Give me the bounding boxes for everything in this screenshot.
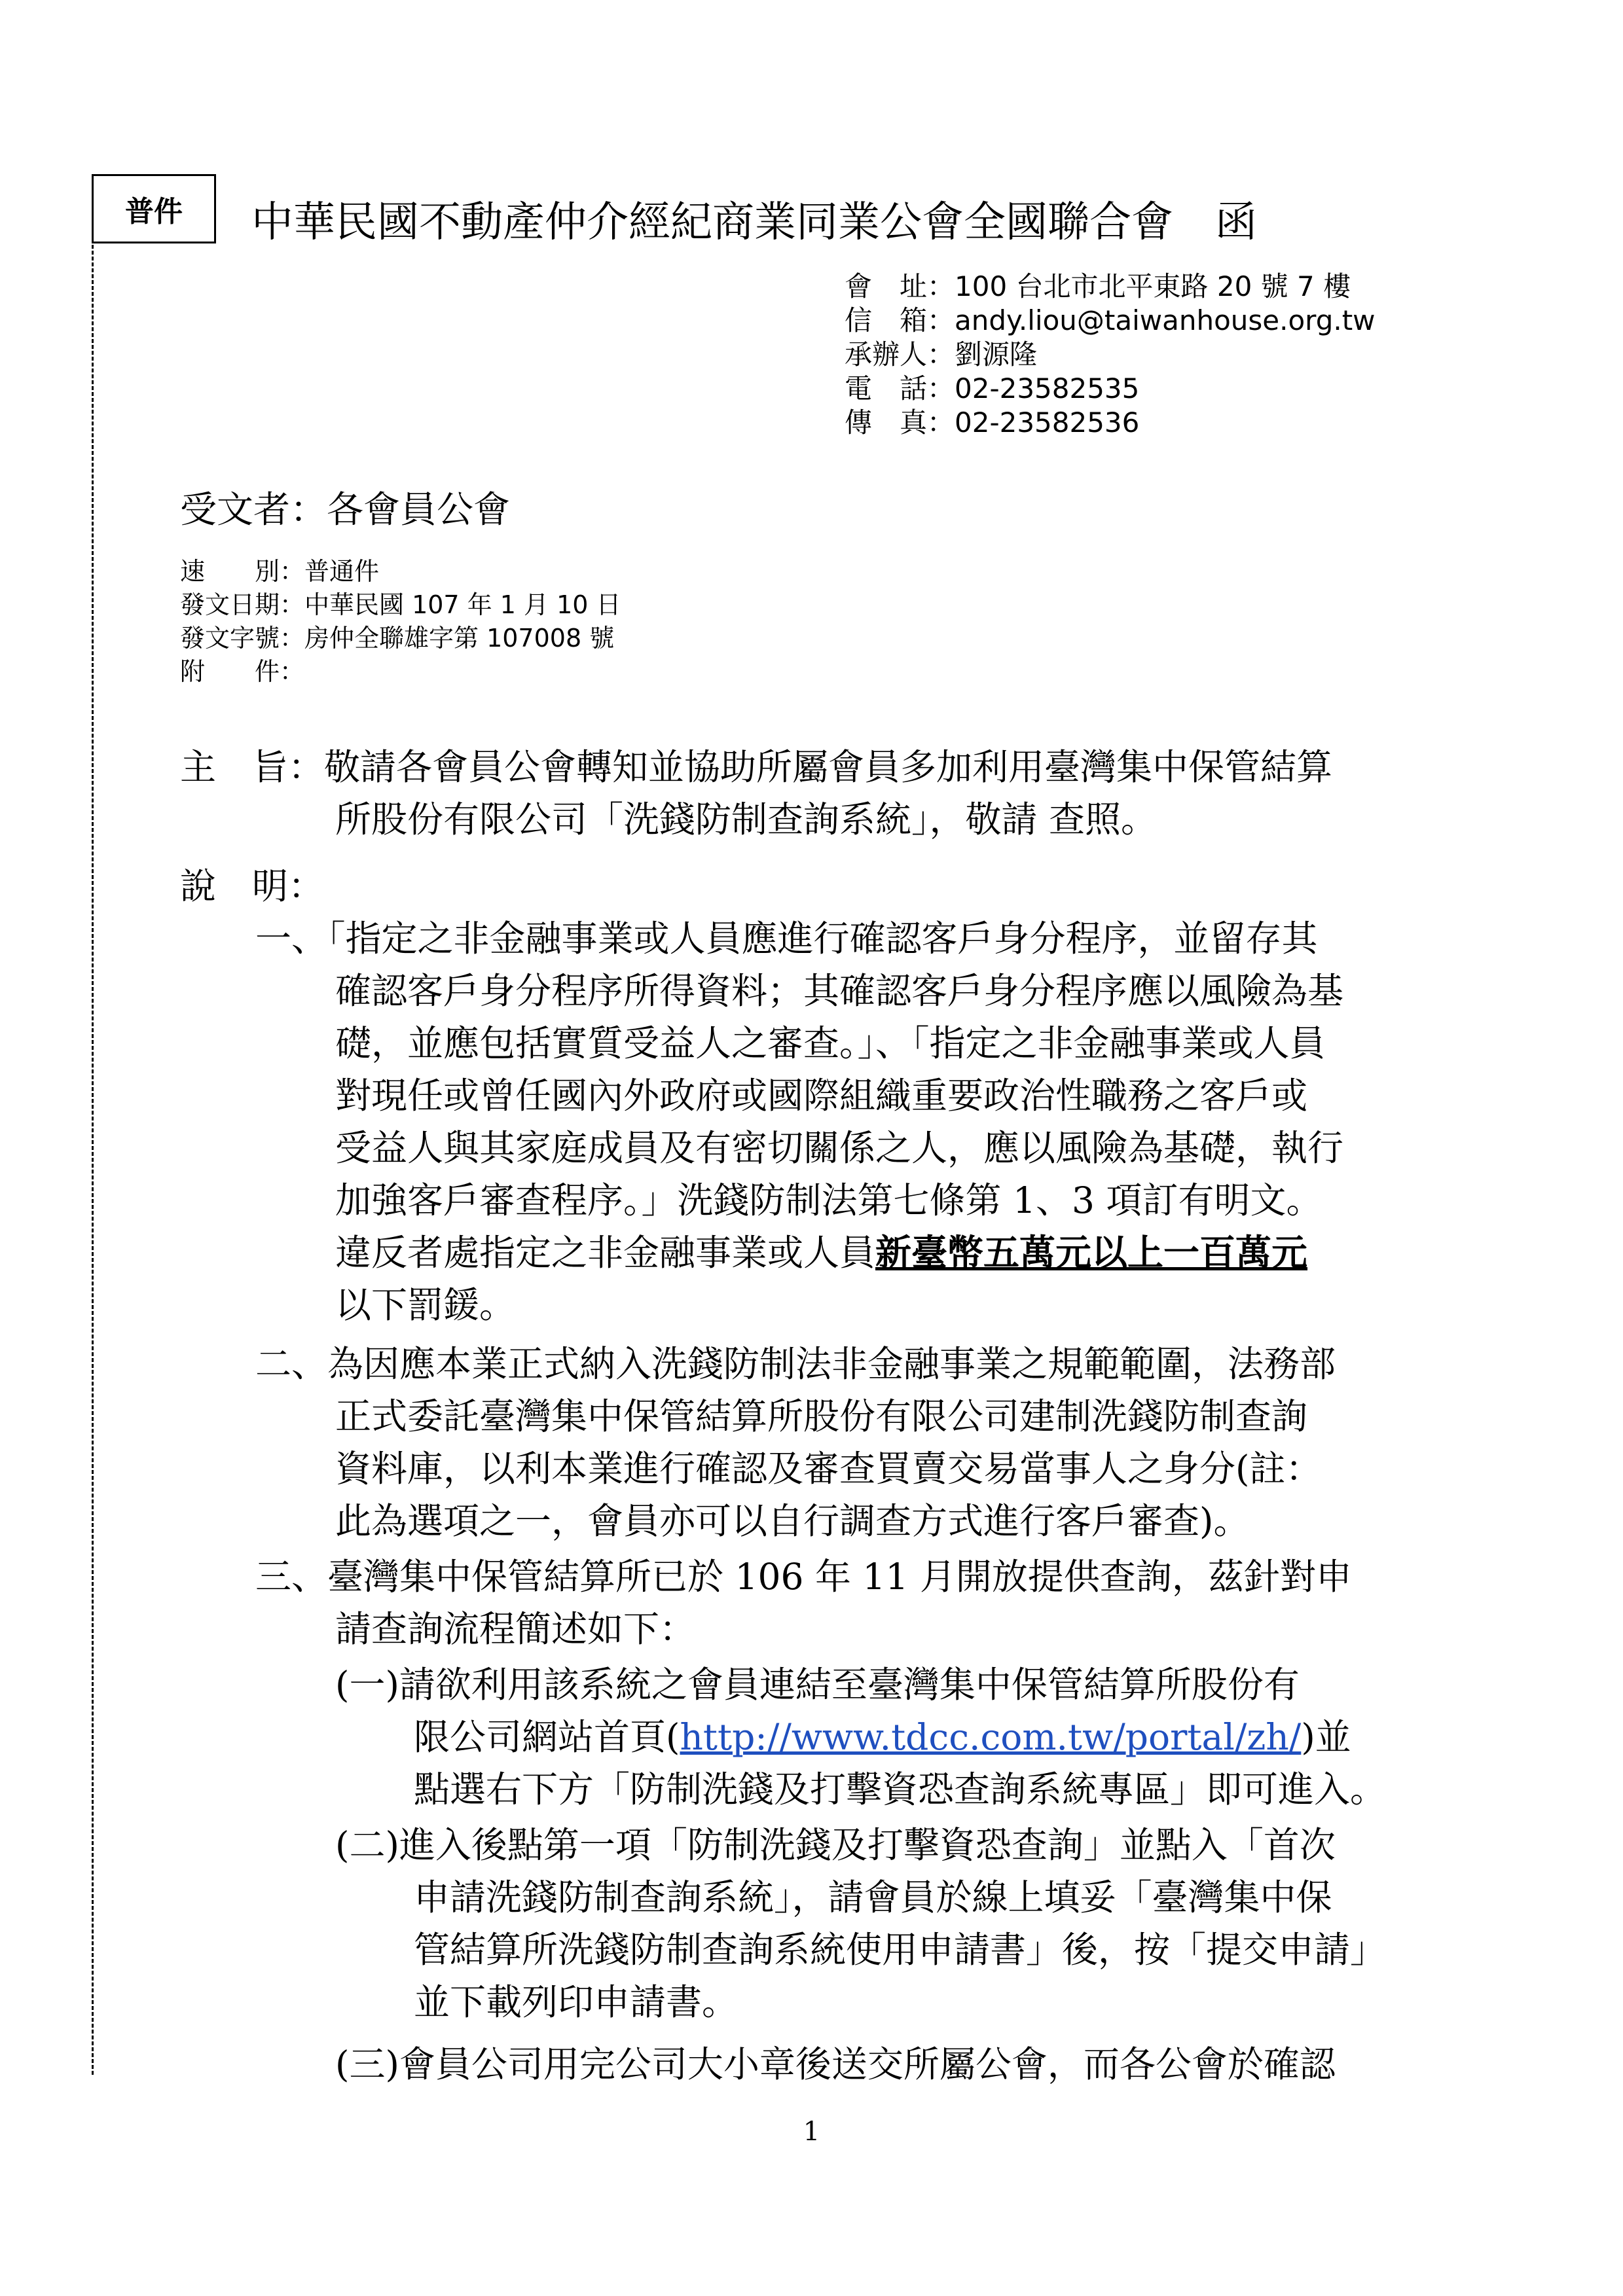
sender-email: 信 箱：andy.liou@taiwanhouse.org.tw [845, 304, 1376, 336]
sender-contact: 承辦人：劉源隆 [845, 338, 1038, 370]
item1-penalty-line [335, 1224, 1307, 1276]
sub2-line: (二)進入後點第一項「防制洗錢及打擊資恐查詢」並點入「首次 [335, 1824, 1336, 1866]
item1-line: 一、「指定之非金融事業或人員應進行確認客戶身分程序，並留存其 [255, 918, 1318, 960]
sender-info [845, 270, 1376, 440]
item1-line: 礎，並應包括實質受益人之審查。」、「指定之非金融事業或人員 [335, 1022, 1326, 1064]
sub1-prefix: 限公司網站首頁( [414, 1716, 680, 1758]
item1-line: 以下罰鍰。 [335, 1284, 516, 1326]
sub2-line: 申請洗錢防制查詢系統」，請會員於線上填妥「臺灣集中保 [414, 1876, 1332, 1918]
tdcc-link[interactable]: http://www.tdcc.com.tw/portal/zh/ [680, 1716, 1302, 1758]
sub1-line: 點選右下方「防制洗錢及打擊資恐查詢系統專區」即可進入。 [414, 1768, 1387, 1810]
item1-line: 受益人與其家庭成員及有密切關係之人，應以風險為基礎，執行 [335, 1127, 1344, 1169]
meta-attachment: 附 件： [180, 657, 305, 686]
meta-speed: 速 別：普通件 [180, 557, 380, 586]
item1-line: 加強客戶審查程序。」洗錢防制法第七條第 1、3 項訂有明文。 [335, 1179, 1322, 1221]
sub1-line [414, 1708, 1351, 1760]
explanation-label: 說 明： [180, 865, 325, 907]
sub2-line: 並下載列印申請書。 [414, 1981, 739, 2023]
item1-line: 確認客戶身分程序所得資料；其確認客戶身分程序應以風險為基 [335, 970, 1344, 1012]
item2-line: 此為選項之一，會員亦可以自行調查方式進行客戶審查)。 [335, 1500, 1250, 1542]
binding-fold-line [92, 245, 94, 2075]
sender-address: 會 址：100 台北市北平東路 20 號 7 樓 [845, 270, 1351, 302]
sub2-line: 管結算所洗錢防制查詢系統使用申請書」後，按「提交申請」 [414, 1929, 1387, 1971]
subject-line: 主 旨：敬請各會員公會轉知並協助所屬會員多加利用臺灣集中保管結算 [180, 746, 1333, 788]
meta-date: 發文日期：中華民國 107 年 1 月 10 日 [180, 590, 621, 619]
page-number: 1 [803, 2117, 820, 2147]
item3-line: 請查詢流程簡述如下： [335, 1608, 696, 1650]
sender-phone: 電 話：02-23582535 [845, 372, 1140, 404]
item3-line: 三、臺灣集中保管結算所已於 106 年 11 月開放提供查詢，茲針對申 [255, 1556, 1352, 1598]
item1-line: 對現任或曾任國內外政府或國際組織重要政治性職務之客戶或 [335, 1075, 1308, 1117]
org-title: 中華民國不動產仲介經紀商業同業公會全國聯合會 函 [251, 198, 1257, 247]
sender-fax: 傳 真：02-23582536 [845, 406, 1140, 439]
sub1-line: (一)請欲利用該系統之會員連結至臺灣集中保管結算所股份有 [335, 1664, 1300, 1706]
recipient: 受文者：各會員公會 [180, 489, 510, 531]
document-meta [180, 555, 621, 689]
item2-line: 二、為因應本業正式納入洗錢防制法非金融事業之規範範圍，法務部 [255, 1343, 1336, 1385]
sub1-suffix: )並 [1301, 1716, 1351, 1758]
meta-reference: 發文字號：房仲全聯雄字第 107008 號 [180, 624, 615, 653]
item2-line: 正式委託臺灣集中保管結算所股份有限公司建制洗錢防制查詢 [335, 1395, 1308, 1437]
penalty-amount: 新臺幣五萬元以上一百萬元 [875, 1231, 1308, 1274]
document-type-badge: 普件 [92, 174, 216, 243]
penalty-prefix: 違反者處指定之非金融事業或人員 [335, 1232, 876, 1274]
subject-line: 所股份有限公司「洗錢防制查詢系統」，敬請 查照。 [335, 798, 1157, 840]
sub3-line: (三)會員公司用完公司大小章後送交所屬公會，而各公會於確認 [335, 2043, 1336, 2085]
item2-line: 資料庫，以利本業進行確認及審查買賣交易當事人之身分(註： [335, 1448, 1322, 1490]
